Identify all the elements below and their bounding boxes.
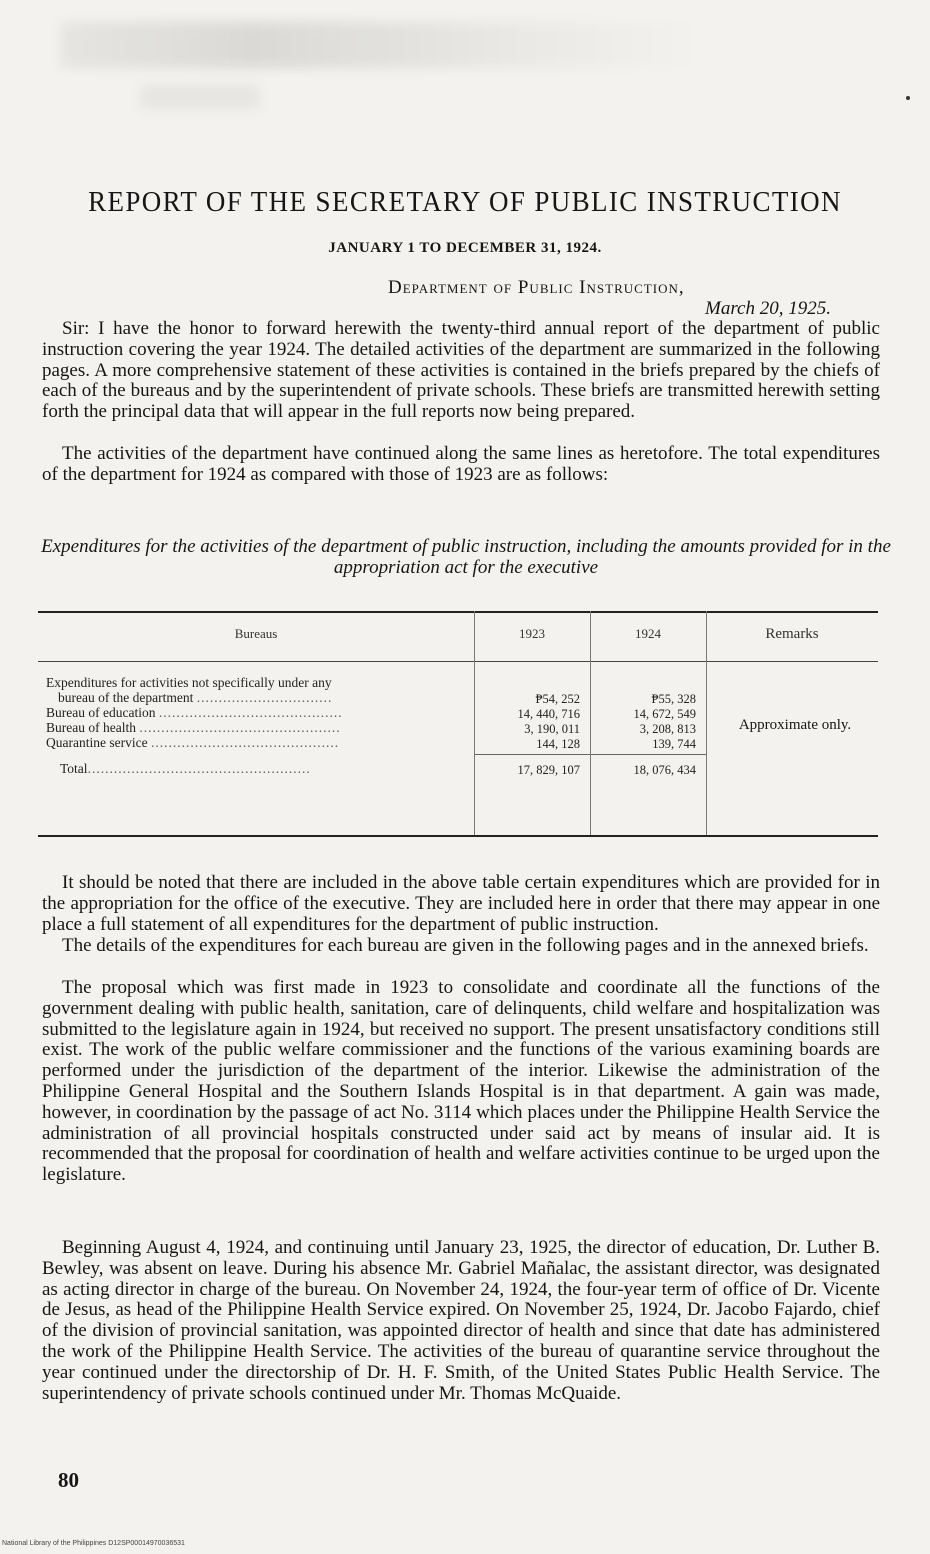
row-label: Quarantine service ........................................... [46, 735, 340, 750]
total-label: Total................................................... [60, 761, 311, 776]
total-rule [475, 754, 590, 755]
expenditures-table [38, 611, 878, 837]
table-top-rule [38, 611, 878, 613]
header-1924: 1924 [635, 626, 661, 641]
cell-1924: ₱55, 328 [651, 692, 696, 706]
table-header-rule [38, 661, 878, 662]
paragraph-personnel: Beginning August 4, 1924, and continuing until January 23, 1925, the director of education, Dr. Luther B. Bewley, was absent on leave. During his absence Mr. Gabriel Mañalac, the assistant director, was designated as acting director in charge of the bureau. On November 24, 1924, the four-year term of office of Dr. Vicente de Jesus, as head of the Philippine Health Service expired. On November 25, 1924, Dr. Jacobo Fajardo, chief of the division of provincial sanitation, was appointed director of health and since that date has administered the work of the Philippine Health Service. The activities of the bureau of quarantine service throughout the year continued under the directorship of Dr. H. F. Smith, of the United States Public Health Service. The superintendency of private schools continued under Mr. Thomas McQuaide. [42, 1237, 880, 1404]
cell-1924: 3, 208, 813 [639, 722, 696, 736]
paragraph-proposal: The proposal which was first made in 1923 to consolidate and coordinate all the functions of the government dealing with public health, sanitation, care of delinquents, child welfare and hospitalization was submitted to the legislature again in 1924, but received no support. The present unsatisfactory conditions still exist. The work of the public welfare commissioner and the functions of the various examining boards are performed under the jurisdiction of the department of the interior. Likewise the administration of the Philippine General Hospital and the Southern Islands Hospital is in that department. A gain was made, however, in coordination by the passage of act No. 3114 which places under the Philippine Health Service the administration of all provincial hospitals constructed under said act by means of insular aid. It is recommended that the proposal for coordination of health and welfare activities continue to be urged upon the legislature. [42, 977, 880, 1186]
paragraph-details: The details of the expenditures for each bureau are given in the following pages and in the annexed briefs. [62, 935, 869, 956]
department-name: Department of Public Instruction, [388, 277, 685, 298]
total-rule [591, 754, 706, 755]
cell-1924: 14, 672, 549 [633, 707, 696, 721]
table-caption: Expenditures for the activities of the department of public instruction, including the amounts provided for in the appropriation act for the executive [41, 536, 891, 578]
header-remarks: Remarks [765, 626, 819, 642]
row-label: Bureau of health .............................................. [46, 720, 341, 735]
bleed-through-shadow [60, 22, 700, 68]
scan-footer: National Library of the Philippines D12SP00014970036531 [2, 1540, 185, 1547]
bleed-through-shadow-small [140, 85, 260, 109]
column-divider [706, 611, 707, 835]
row-label: Expenditures for activities not specifically under any [46, 675, 332, 690]
cell-1923: 14, 440, 716 [517, 707, 580, 721]
paragraph-note: It should be noted that there are included in the above table certain expenditures which are provided for in the appropriation for the office of the executive. They are included here in order that there may appear in one place a full statement of all expenditures for the department of public instruction. [42, 872, 880, 935]
total-1924: 18, 076, 434 [633, 763, 696, 777]
page-number: 80 [58, 1468, 79, 1492]
cell-1923: 144, 128 [536, 737, 580, 751]
paragraph-activities: The activities of the department have continued along the same lines as heretofore. The total expenditures of the department for 1924 as compared with those of 1923 are as follows: [42, 443, 880, 485]
row-label-continued: bureau of the department ............................... [58, 690, 333, 705]
remarks-cell: Approximate only. [738, 717, 852, 733]
paragraph-intro: Sir: I have the honor to forward herewith the twenty-third annual report of the department of public instruction covering the year 1924. The detailed activities of the department are summarized in the following pages. A more comprehensive statement of these activities is contained in the briefs prepared by the chiefs of each of the bureaus and by the superintendent of private schools. These briefs are transmitted herewith setting forth the principal data that will appear in the full reports now being prepared. [42, 318, 880, 423]
table-bottom-rule [38, 835, 878, 837]
cell-1924: 139, 744 [652, 737, 696, 751]
row-label: Bureau of education .......................................... [46, 705, 343, 720]
cell-1923: ₱54, 252 [535, 692, 580, 706]
header-bureaus: Bureaus [234, 626, 278, 641]
scan-speck [906, 96, 910, 100]
report-dates: JANUARY 1 TO DECEMBER 31, 1924. [328, 240, 602, 256]
report-title: REPORT OF THE SECRETARY OF PUBLIC INSTRUCTION [88, 186, 842, 218]
total-1923: 17, 829, 107 [517, 763, 580, 777]
cell-1923: 3, 190, 011 [524, 722, 580, 736]
header-1923: 1923 [519, 626, 545, 641]
letter-date: March 20, 1925. [705, 298, 831, 319]
